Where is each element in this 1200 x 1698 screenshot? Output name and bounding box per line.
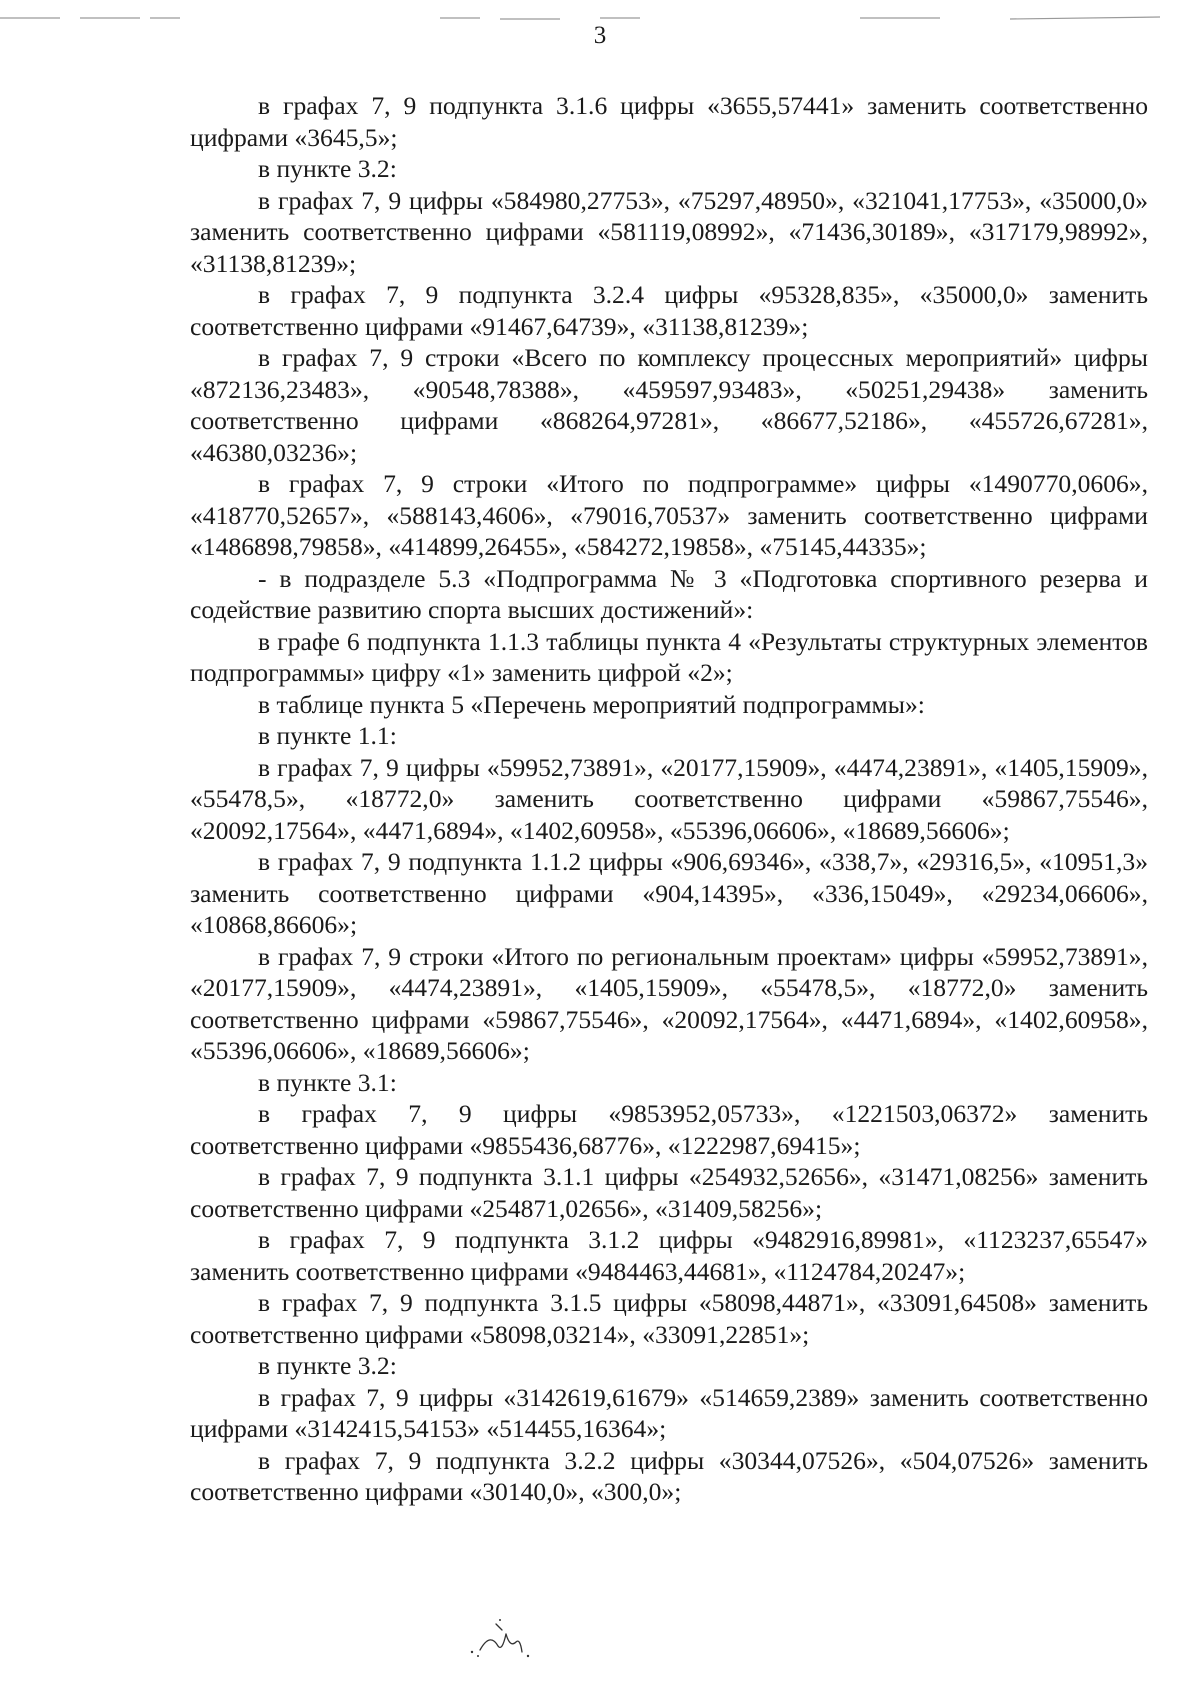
paragraph: в графе 6 подпункта 1.1.3 таблицы пункта 4 «Результаты структурных элементов подпрограммы» цифру «1» заменить цифрой «2»; [190, 626, 1148, 687]
paragraph: в графах 7, 9 строки «Итого по подпрограмме» цифры «1490770,0606», «418770,52657», «588143,4606», «79016,70537» заменить соответственно цифрами «1486898,79858», «414899,26455», «584272,19858», «75145,44335»; [190, 469, 1148, 561]
paragraph: в графах 7, 9 цифры «59952,73891», «20177,15909», «4474,23891», «1405,15909», «55478,5», «18772,0» заменить соответственно цифрами «59867,75546», «20092,17564», «4471,6894», «1402,60958», «55396,06606», «18689,56606»; [190, 752, 1148, 845]
document-body [190, 90, 1148, 1508]
paragraph: в пункте 1.1: [258, 721, 397, 750]
paragraph: в графах 7, 9 подпункта 3.1.5 цифры «58098,44871», «33091,64508» заменить соответственно цифрами «58098,03214», «33091,22851»; [190, 1288, 1148, 1349]
paragraph: в графах 7, 9 подпункта 3.1.1 цифры «254932,52656», «31471,08256» заменить соответственно цифрами «254871,02656», «31409,58256»; [190, 1162, 1148, 1223]
paragraph: в графах 7, 9 строки «Итого по региональным проектам» цифры «59952,73891», «20177,15909», «4474,23891», «1405,15909», «55478,5», «18772,0» заменить соответственно цифрами «59867,75546», «20092,17564», «4471,6894», «1402,60958», «55396,06606», «18689,56606»; [190, 941, 1148, 1065]
page-number: 3 [593, 22, 607, 49]
paragraph: в графах 7, 9 подпункта 3.1.6 цифры «3655,57441» заменить соответственно цифрами «3645,5»; [190, 91, 1148, 152]
paragraph: в графах 7, 9 цифры «3142619,61679» «514659,2389» заменить соответственно цифрами «3142415,54153» «514455,16364»; [190, 1382, 1148, 1443]
paragraph: в графах 7, 9 подпункта 3.2.4 цифры «95328,835», «35000,0» заменить соответственно цифрами «91467,64739», «31138,81239»; [190, 280, 1148, 341]
paragraph: в графах 7, 9 подпункта 3.1.2 цифры «9482916,89981», «1123237,65547» заменить соответственно цифрами «9484463,44681», «1124784,20247»; [190, 1225, 1148, 1286]
paragraph: - в подразделе 5.3 «Подпрограмма № 3 «Подготовка спортивного резерва и содействие развитию спорта высших достижений»: [190, 563, 1148, 624]
initials-signature [462, 1612, 552, 1662]
paragraph: в графах 7, 9 цифры «584980,27753», «75297,48950», «321041,17753», «35000,0» заменить соответственно цифрами «581119,08992», «71436,30189», «317179,98992», «31138,81239»; [190, 185, 1148, 278]
paragraph: в пункте 3.2: [258, 1351, 397, 1380]
paragraph: в графах 7, 9 цифры «9853952,05733», «1221503,06372» заменить соответственно цифрами «9855436,68776», «1222987,69415»; [190, 1099, 1148, 1160]
paragraph: в графах 7, 9 строки «Всего по комплексу процессных мероприятий» цифры «872136,23483», «90548,78388», «459597,93483», «50251,29438» заменить соответственно цифрами «868264,97281», «86677,52186», «455726,67281», «46380,03236»; [190, 343, 1148, 467]
paragraph: в графах 7, 9 подпункта 3.2.2 цифры «30344,07526», «504,07526» заменить соответственно цифрами «30140,0», «300,0»; [190, 1445, 1148, 1506]
paragraph: в пункте 3.2: [258, 154, 397, 183]
paragraph: в пункте 3.1: [258, 1067, 397, 1097]
paragraph: в таблице пункта 5 «Перечень мероприятий подпрограммы»: [258, 689, 925, 719]
paragraph: в графах 7, 9 подпункта 1.1.2 цифры «906,69346», «338,7», «29316,5», «10951,3» заменить соответственно цифрами «904,14395», «336,15049», «29234,06606», «10868,86606»; [190, 847, 1148, 939]
